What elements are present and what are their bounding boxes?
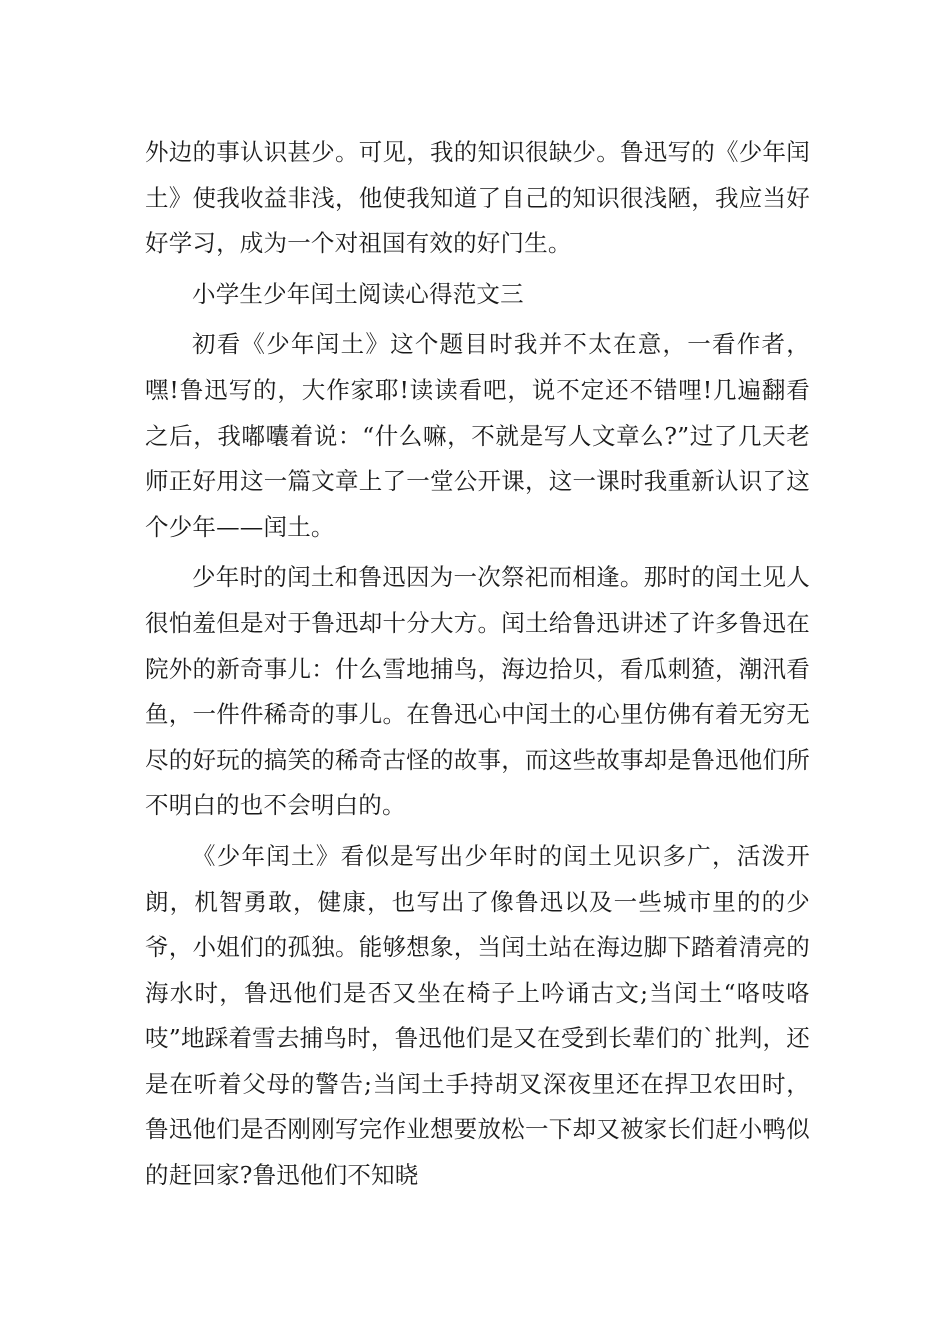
- paragraph: 《少年闰土》看似是写出少年时的闰土见识多广，活泼开朗，机智勇敢，健康，也写出了像鲁迅以及一些城市里的的少爷，小姐们的孤独。能够想象，当闰土站在海边脚下踏着清亮的海水时，鲁迅他们是否又坐在椅子上吟诵古文;当闰土“咯吱咯吱”地踩着雪去捕鸟时，鲁迅他们是又在受到长辈们的`批判，还是在听着父母的警告;当闰土手持胡叉深夜里还在捍卫农田时，鲁迅他们是否刚刚写完作业想要放松一下却又被家长们赶小鸭似的赶回家?鲁迅他们不知晓: [145, 841, 810, 1190]
- paragraph-continuation: 外边的事认识甚少。可见，我的知识很缺少。鲁迅写的《少年闰土》使我收益非浅，他使我知道了自己的知识很浅陋，我应当好好学习，成为一个对祖国有效的好门生。: [145, 138, 810, 258]
- section-heading: 小学生少年闰土阅读心得范文三: [192, 279, 524, 308]
- paragraph: 初看《少年闰土》这个题目时我并不太在意，一看作者，嘿!鲁迅写的，大作家耶!读读看吧，说不定还不错哩!几遍翻看之后，我嘟囔着说：“什么嘛，不就是写人文章么?”过了几天老师正好用这一篇文章上了一堂公开课，这一课时我重新认识了这个少年——闰土。: [145, 330, 810, 541]
- paragraph: 少年时的闰土和鲁迅因为一次祭祀而相逢。那时的闰土见人很怕羞但是对于鲁迅却十分大方。闰土给鲁迅讲述了许多鲁迅在院外的新奇事儿：什么雪地捕鸟，海边拾贝，看瓜刺猹，潮汛看鱼，一件件稀奇的事儿。在鲁迅心中闰土的心里仿佛有着无穷无尽的好玩的搞笑的稀奇古怪的故事，而这些故事却是鲁迅他们所不明白的也不会明白的。: [145, 563, 810, 820]
- document-body: [145, 130, 810, 1199]
